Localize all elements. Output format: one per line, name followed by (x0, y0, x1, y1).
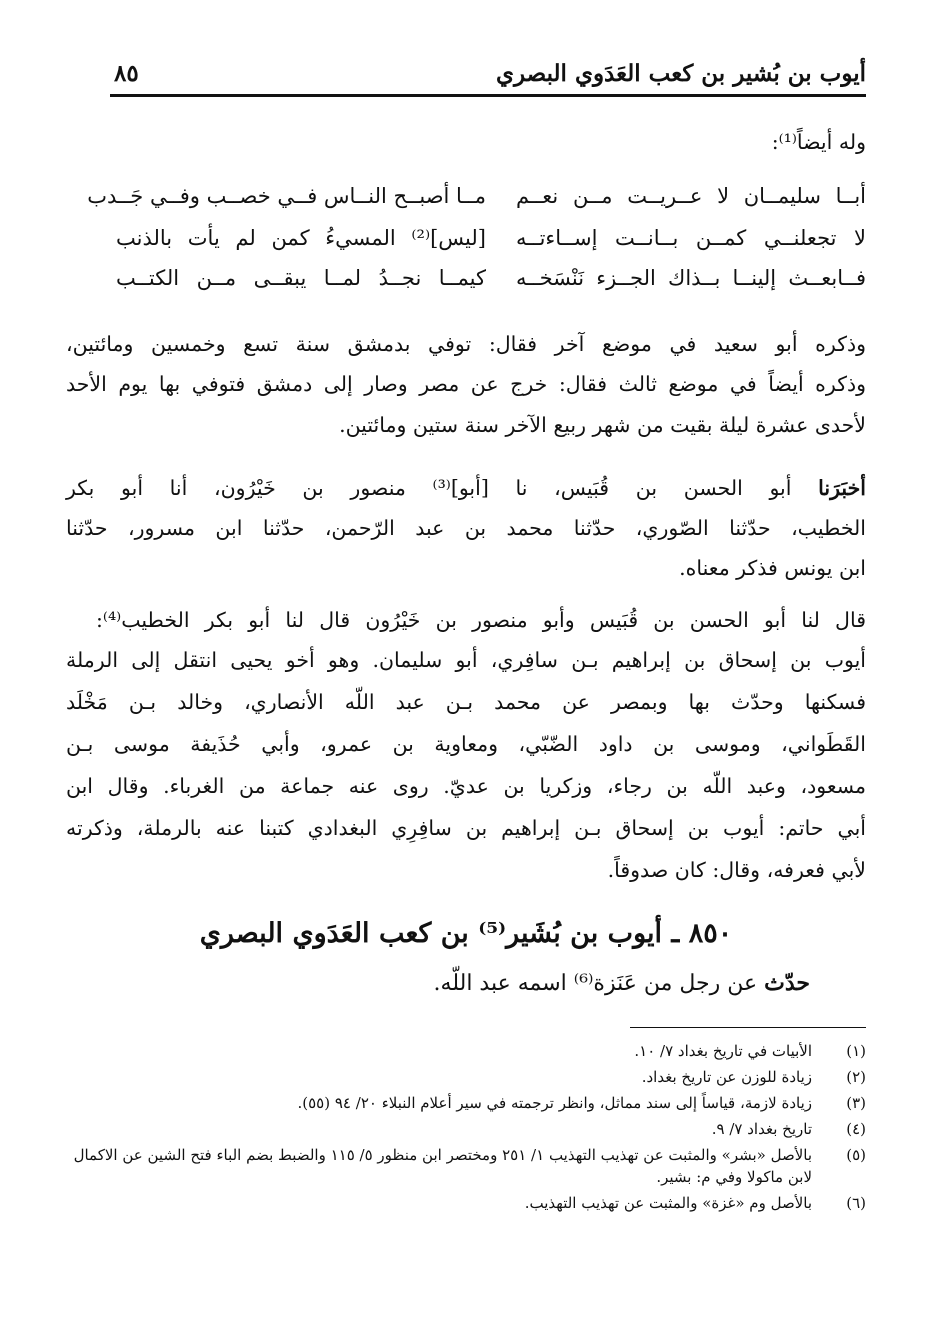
verse-first-hemistich: أبــا سليمــان لا عــريــت مــن نعــم (516, 184, 866, 208)
header-rule (110, 94, 866, 97)
footnote-text: بالأصل وم «غزة» والمثبت عن تهذيب التهذيب. (524, 1194, 812, 1212)
footnote-text: زيادة لازمة، قياساً إلى سند مماثل، وانظر ترجمته في سير أعلام النبلاء ٢٠/ ٩٤ (٥٥). (297, 1094, 812, 1112)
paragraph-line: قال لنا أبو الحسن بن قُبَيس وأبو منصور بن خَيْرُون قال لنا أبو بكر الخطيب⁽⁴⁾: (96, 608, 866, 632)
footnote (66, 1066, 866, 1088)
footnote (66, 1040, 866, 1062)
running-title: أيوب بن بُشير بن كعب العَدَوي البصري (495, 60, 866, 87)
page-header (110, 56, 866, 96)
paragraph-line: القَطَواني، وموسى بن داود الضّبّي، ومعاوية بن عمرو، وأبي حُذَيفة موسى بـن (66, 732, 866, 756)
verse-first-hemistich: فــابعــث إلينــا بــذاك الجــزء نَنْسَخــه (516, 266, 866, 290)
entry-body: عن رجل من عَنَزة⁽⁶⁾ اسمه عبد اللّه. (433, 971, 758, 996)
footnote-number: (٢) (846, 1068, 866, 1086)
paragraph-line: لأحدى عشرة ليلة بقيت من شهر ربيع الآخر سنة ستين ومائتين. (339, 413, 866, 437)
paragraph-line: ابن يونس فذكر معناه. (679, 556, 866, 580)
footnote-text: الأبيات في تاريخ بغداد ٧/ ١٠. (634, 1042, 812, 1060)
isnad-text: أبو الحسن بن قُبَيس، نا [أبو]⁽³⁾ منصور بن خَيْرُون، أنا أبو بكر (66, 476, 792, 500)
verse-second-hemistich: كيمــا نجــدُ لمــا يبقــى مــن الكتــب (116, 266, 486, 290)
footnote-number: (١) (846, 1042, 866, 1060)
page-number: ٨٥ (114, 60, 139, 87)
footnote (66, 1118, 866, 1140)
isnad-lead-word: أخبَرَنا (818, 476, 866, 500)
footnote-number: (٥) (846, 1146, 866, 1164)
entry-text (434, 970, 810, 996)
verse-second-hemistich: مــا أصبــح النــاس فــي خصــب وفــي جَــدب (87, 184, 486, 208)
paragraph-line: وذكره أبو سعيد في موضع آخر فقال: توفي بدمشق سنة تسع وخمسين ومائتين، (66, 332, 866, 356)
paragraph-line: أيوب بن إسحاق بن إبراهيم بـن سافِري، أبو سليمان. وهو أخو يحيى انتقل إلى الرملة (66, 648, 866, 672)
paragraph-line (66, 476, 866, 500)
footnote (66, 1092, 866, 1114)
footnote-text: تاريخ بغداد ٧/ ٩. (711, 1120, 812, 1138)
verse-first-hemistich: لا تجعلنــي كمــن بــانــت إســاءتــه (516, 226, 866, 250)
verse-line (66, 266, 866, 296)
intro-line: وله أيضاً⁽¹⁾: (771, 130, 866, 154)
footnote-text: زيادة للوزن عن تاريخ بغداد. (641, 1068, 812, 1086)
paragraph-line: أبي حاتم: أيوب بن إسحاق بـن إبراهيم بن سافِرِي البغدادي كتبنا عنه بالرملة، وذكرته (66, 816, 866, 840)
paragraph-line: مسعود، وعبد اللّه بن رجاء، وزكريا بن عديّ. روى عنه جماعة من الغرباء. وقال ابن (66, 774, 866, 798)
footnote-number: (٦) (846, 1194, 866, 1212)
verse-second-hemistich: [ليس]⁽²⁾ المسيءُ كمن لم يأت بالذنب (116, 226, 486, 250)
footnote-number: (٤) (846, 1120, 866, 1138)
verse-line (66, 226, 866, 256)
paragraph-line: الخطيب، حدّثنا الصّوري، حدّثنا محمد بن عبد الرّحمن، حدّثنا ابن مسرور، حدّثنا (66, 516, 866, 540)
paragraph-line: وذكره أيضاً في موضع ثالث فقال: خرج عن مصر وصار إلى دمشق فتوفي بها يوم الأحد (66, 372, 866, 396)
footnote-separator (630, 1027, 866, 1028)
footnote-text: بالأصل «بشر» والمثبت عن تهذيب التهذيب ١/ ٢٥١ ومختصر ابن منظور ٥/ ١١٥ والضبط بضم الباء فتح الشين عن الاكمال لابن ماكولا وفي م: بشير. (73, 1146, 812, 1186)
footnote-number: (٣) (846, 1094, 866, 1112)
paragraph-line: فسكنها وحدّث بها وبمصر عن محمد بـن عبد اللّه الأنصاري، وخالد بـن مَخْلَد (66, 690, 866, 714)
entry-heading: ٨٥٠ ـ أيوب بن بُشَير⁽⁵⁾ بن كعب العَدَوي البصري (199, 918, 733, 949)
footnote (66, 1144, 866, 1188)
entry-lead-word: حدّث (764, 970, 810, 996)
footnotes (66, 1040, 866, 1218)
verse-line (66, 184, 866, 214)
footnote (66, 1192, 866, 1214)
paragraph-line: لأبي فعرفه، وقال: كان صدوقاً. (607, 858, 866, 882)
